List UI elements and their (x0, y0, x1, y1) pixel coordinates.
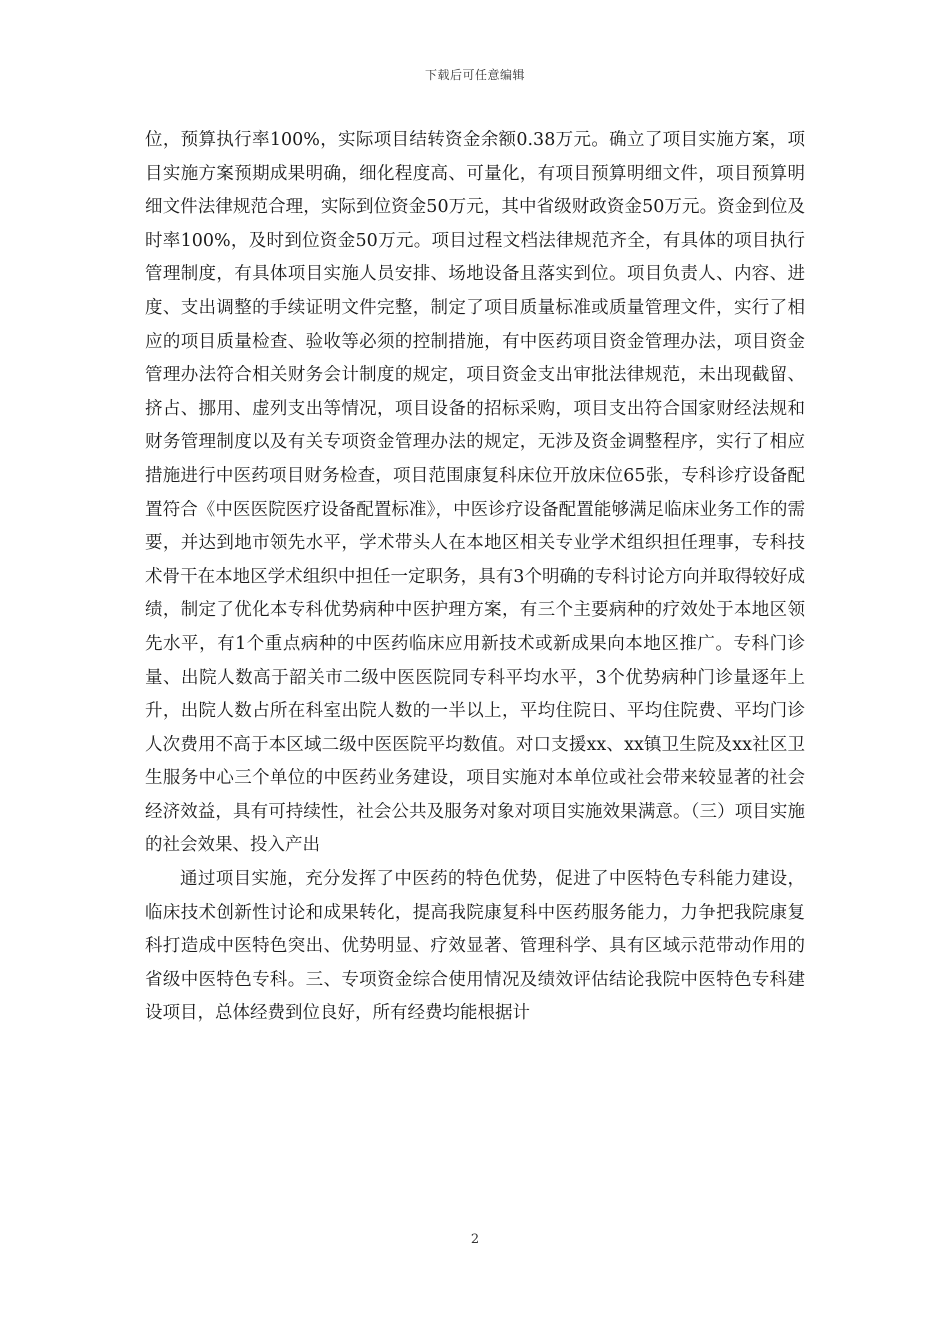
page-number: 2 (470, 1232, 480, 1247)
body-text (145, 124, 805, 1031)
paragraph: 通过项目实施，充分发挥了中医药的特色优势，促进了中医特色专科能力建设，临床技术创新性讨论和成果转化，提高我院康复科中医药服务能力，力争把我院康复科打造成中医特色突出、优势明显、疗效显著、管理科学、具有区域示范带动作用的省级中医特色专科。三、专项资金综合使用情况及绩效评估结论我院中医特色专科建设项目，总体经费到位良好，所有经费均能根据计 (145, 869, 805, 1024)
paragraph-continued: 位，预算执行率100%，实际项目结转资金余额0.38万元。确立了项目实施方案，项目实施方案预期成果明确，细化程度高、可量化，有项目预算明细文件，项目预算明细文件法律规范合理，实际到位资金50万元，其中省级财政资金50万元。资金到位及时率100%，及时到位资金50万元。项目过程文档法律规范齐全，有具体的项目执行管理制度，有具体项目实施人员安排、场地设备且落实到位。项目负责人、内容、进度、支出调整的手续证明文件完整，制定了项目质量标准或质量管理文件，实行了相应的项目质量检查、验收等必须的控制措施，有中医药项目资金管理办法，项目资金管理办法符合相关财务会计制度的规定，项目资金支出审批法律规范，未出现截留、挤占、挪用、虚列支出等情况，项目设备的招标采购，项目支出符合国家财经法规和财务管理制度以及有关专项资金管理办法的规定，无涉及资金调整程序，实行了相应措施进行中医药项目财务检查，项目范围康复科床位开放床位65张，专科诊疗设备配置符合《中医医院医疗设备配置标准》，中医诊疗设备配置能够满足临床业务工作的需要，并达到地市领先水平，学术带头人在本地区相关专业学术组织担任理事，专科技术骨干在本地区学术组织中担任一定职务，具有3个明确的专科讨论方向并取得较好成绩，制定了优化本专科优势病种中医护理方案，有三个主要病种的疗效处于本地区领先水平，有1个重点病种的中医药临床应用新技术或新成果向本地区推广。专科门诊量、出院人数高于韶关市二级中医医院同专科平均水平，3个优势病种门诊量逐年上升，出院人数占所在科室出院人数的一半以上，平均住院日、平均住院费、平均门诊人次费用不高于本区域二级中医医院平均数值。对口支援xx、xx镇卫生院及xx社区卫生服务中心三个单位的中医药业务建设，项目实施对本单位或社会带来较显著的社会经济效益，具有可持续性，社会公共及服务对象对项目实施效果满意。（三）项目实施的社会效果、投入产出 (145, 130, 805, 856)
page-header: 下载后可任意编辑 (424, 68, 525, 82)
